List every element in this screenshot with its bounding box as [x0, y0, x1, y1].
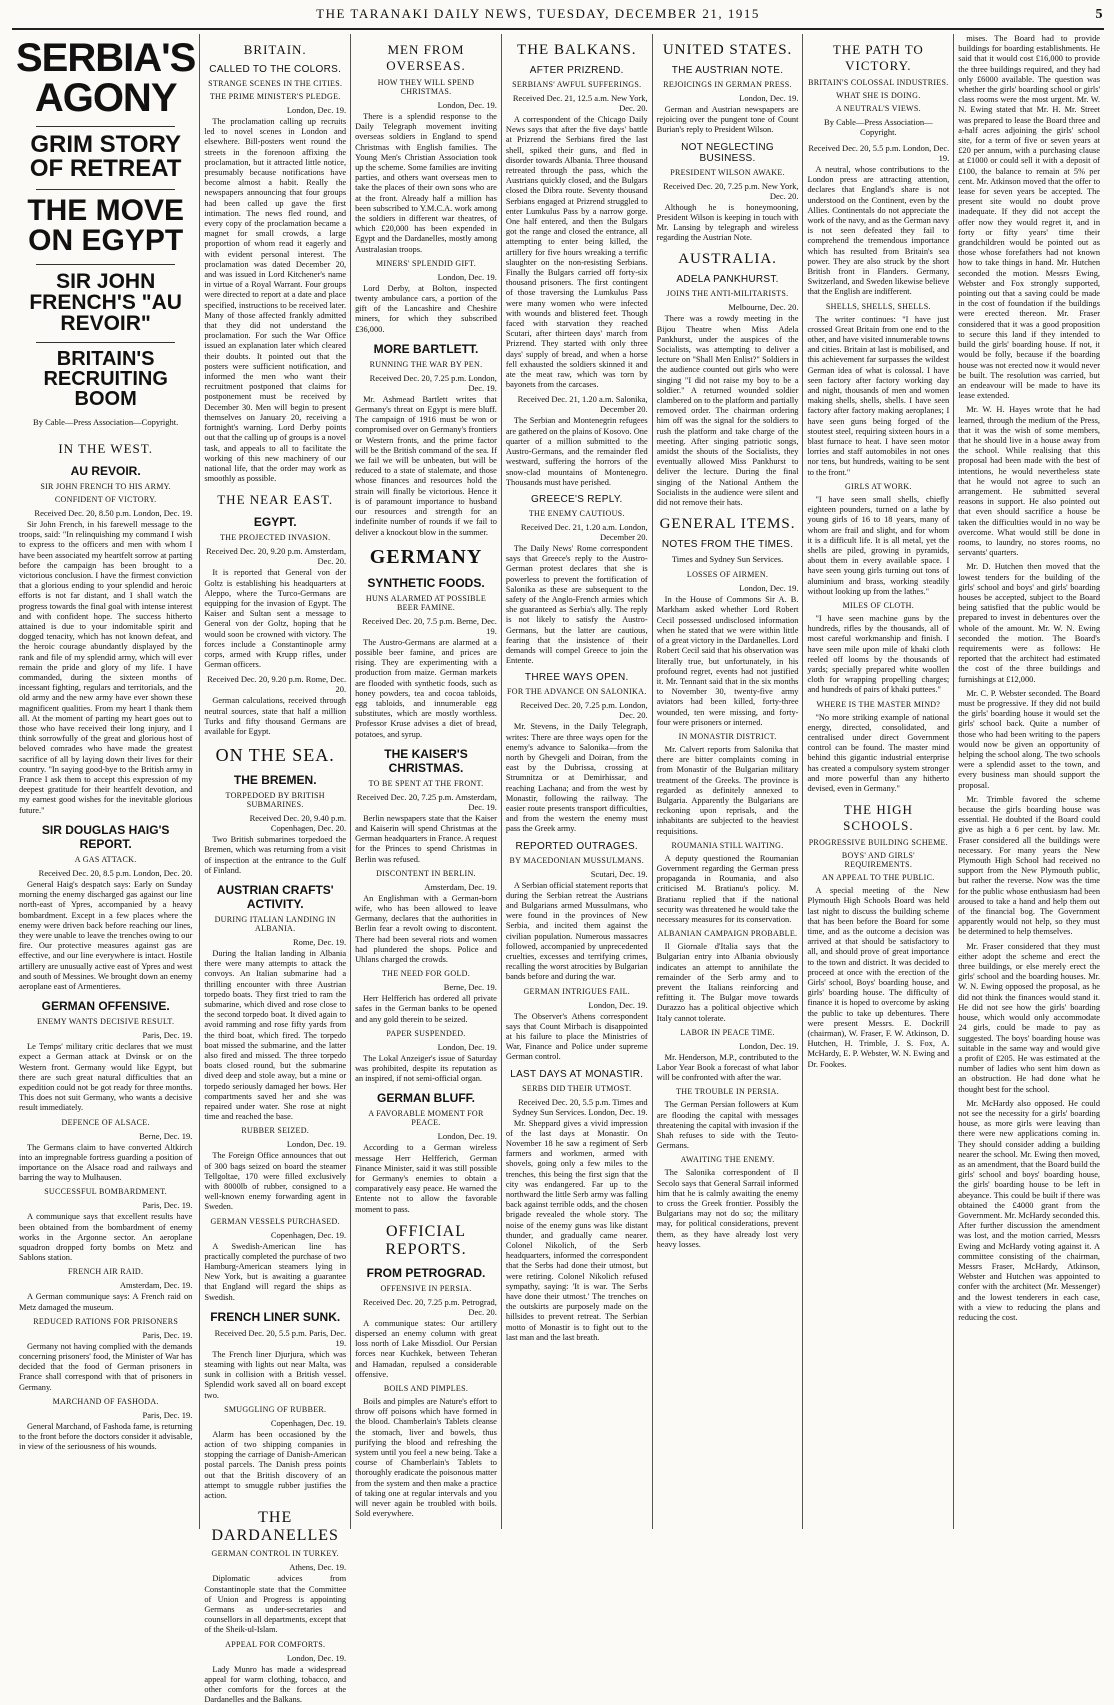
- mini-head: SHELLS, SHELLS, SHELLS.: [825, 301, 931, 311]
- mini-head: AN APPEAL TO THE PUBLIC.: [822, 873, 935, 883]
- section-head-britain: BRITAIN.: [243, 42, 307, 57]
- divider: [36, 342, 175, 343]
- column-2: [199, 34, 350, 1705]
- mini-head: RUNNING THE WAR BY PEN.: [369, 359, 483, 369]
- dateline: Berne, Dec. 19.: [443, 982, 497, 993]
- section-head-path-to-victory: THE PATH TO VICTORY.: [832, 42, 924, 73]
- article-text: The writer continues: "I have just crossed Great Britain from one end to the other, and have visited innumerable towns and cities. Britain at last is mobilised, and this achievement far surpasses the wildest German idea of what is colossal. I have seen factory after factory working day and night, thousands of men and women making shells, shells, shells. I have seen factory after factory making aeroplanes; I have seen guns being forged of the stoutest steel, requiring sixteen hours in a blast furnace to heat. I have seen motor lorries and staff automobiles in not ones nor tens, but hundreds, waiting to be sent to the front.": [807, 314, 950, 477]
- dateline: Rome, Dec. 19.: [292, 936, 347, 947]
- byline: By Cable—Press Association—Copyright.: [33, 417, 179, 427]
- article-text: A Swedish-American line has practically completed the purchase of two Hamburg-American steamers lying in New York, but is awaiting a guarantee that England will regard the ships as Swedish.: [204, 1241, 347, 1302]
- mini-head: PRESIDENT WILSON AWAKE.: [670, 167, 785, 177]
- dateline: Received Dec. 20, 9.20 p.m. Amsterdam, Dec. 20.: [206, 546, 347, 567]
- masthead-title: THE TARANAKI DAILY NEWS, TUESDAY, DECEMBER 21, 1915: [316, 6, 760, 21]
- article-text: The Lokal Anzeiger's issue of Saturday was prohibited, despite its reputation as an inspired, if not semi-official organ.: [355, 1053, 497, 1084]
- column-6: [802, 34, 953, 1529]
- sub-head: SIR DOUGLAS HAIG'S REPORT.: [41, 822, 170, 851]
- dateline: Received Dec. 20, 9.40 p.m. Copenhagen, Dec. 20.: [249, 813, 347, 834]
- dateline: Received Dec. 20, 8.5 p.m. London, Dec. 20.: [38, 867, 193, 878]
- mini-head: REDUCED RATIONS FOR PRISONERS: [33, 1316, 179, 1326]
- headline-grim-story: GRIM STORY OF RETREAT: [29, 131, 182, 182]
- article-text: Mr. Calvert reports from Salonika that there are bitter complaints coming in from Monastir of the Bulgarian military treatment of the Greeks. The province is regarded as definitely annexed to Bulgaria. Apparently the Bulgarians are reckoning upon reprisals, and the inhabitants are subjected to the heaviest requisitions.: [656, 744, 799, 836]
- columns: [12, 34, 1104, 1705]
- dateline: Received Dec. 21, 12.5 a.m. New York, Dec. 20.: [512, 93, 648, 113]
- article-text: In the House of Commons Sir A. B. Markham asked whether Lord Robert Cecil possessed undisclosed information when he stated that we were within little of a great victory in the Dardanelles. Lord Robert Cecil said that his observation was literally true, but unfortunately, in his profound regret, events had not justified it. Mr. Tennant said that in the six months to November 30, twenty-five army aviators had been killed, forty-three wounded, ten were missing, and forty-four were prisoners or interned.: [656, 595, 799, 727]
- article-text: Two British submarines torpedoed the Bremen, which was returning from a visit of inspection at the entrance to the Gulf of Finland.: [204, 835, 347, 875]
- divider: [36, 126, 175, 127]
- article-text: Mr. W. H. Hayes wrote that he had learned, through the medium of the Press, that it was the wish of some members, that he should live in a house away from the school. While realising that this proposal had been made with the best of intentions, he would nevertheless state that he would not agree to such an arrangement. He submitted several reasons in support. He also pointed out that even should sacrifice a house be taken the difficulties would in no way be overcome. What would still be done in rooms, to laundry, no stores rooms, no servants' quarters.: [958, 405, 1101, 558]
- mini-head: THE TROUBLE IN PERSIA.: [676, 1087, 780, 1097]
- article-text: Lord Derby, at Bolton, inspected twenty ambulance cars, a portion of the gift of the Lancashire and Cheshire miners, for which they subscribed £36,000.: [355, 283, 497, 334]
- mini-head: FRENCH AIR RAID.: [68, 1267, 144, 1277]
- article-text: Alarm has been occasioned by the action of two shipping companies in stopping the carriage of Danish-American postal parcels. The Danish press points out that the British discovery of an attempt to smuggle rubber justifies the action.: [204, 1429, 347, 1501]
- article-text: General Haig's despatch says: Early on Sunday morning the enemy discharged gas against our line north-east of Ypres, accompanied by a heavy bombardment. Except in a few places where the enemy were driven back before reaching our lines, they were unable to leave the trenches owing to our fire. Our protective measures against gas are effective, and our line everywhere is intact. Hostile artillery are unusually active east of Ypres and west and south of Messines. We brought down an enemy aeroplane east of Armentieres.: [19, 879, 193, 991]
- article-text: Le Temps' military critic declares that we must expect a German attack at Dvinsk or on the Western front. Germany would like Egypt, but there are such great natural difficulties that an expedition could not be got ready for three months. This does not suit Germany, who wants a decisive result immediately.: [19, 1042, 193, 1113]
- sub-head: REPORTED OUTRAGES.: [515, 840, 639, 852]
- dateline: Paris, Dec. 19.: [142, 1200, 193, 1211]
- article-text: General Marchand, of Fashoda fame, is returning to the front before the doctors consider it advisable, in view of the seriousness of his wounds.: [19, 1421, 193, 1452]
- sub-head: AUSTRIAN CRAFTS' ACTIVITY.: [216, 882, 334, 911]
- mini-head: A FAVORABLE MOMENT FOR PEACE.: [368, 1109, 484, 1128]
- mini-head: JOINS THE ANTI-MILITARISTS.: [666, 289, 789, 299]
- article-text: The Foreign Office announces that out of 300 bags seized on board the steamer Tellgoltae, 170 were filled exclusively with 8000lb of rubber, consigned to a well-known enemy forwarding agent in Sweden.: [204, 1151, 347, 1212]
- article-text: The Serbian and Montenegrin refugees are gathered on the plains of Kosovo. One quarter of a million submitted to the Austro-Germans, and the remainder fled westward, suffering the horrors of the snow-clad mountains of Montenegro. Thousands must have perished.: [505, 416, 648, 487]
- article-text: Diplomatic advices from Constantinople state that the Committee of Union and Progress is appointing Germans as under-secretaries and counsellors in all departments, except that of the Sheik-ul-Islam.: [204, 1574, 347, 1635]
- section-head-australia: AUSTRALIA.: [678, 251, 777, 268]
- mini-head: APPEAL FOR COMFORTS.: [225, 1639, 326, 1649]
- article-text: Herr Helfferich has ordered all private safes in the German banks to be opened and any gold therein to be seized.: [355, 994, 497, 1024]
- sub-head: FRENCH LINER SUNK.: [210, 1309, 341, 1324]
- dateline: London, Dec. 19.: [739, 583, 799, 594]
- sub-head: FROM PETROGRAD.: [366, 1265, 486, 1280]
- sub-head: AFTER PRIZREND.: [529, 65, 624, 76]
- mini-head: BRITAIN'S COLOSSAL INDUSTRIES.: [808, 78, 949, 87]
- dateline: Received Dec. 20, 7.25 p.m. London, Dec. 20.: [520, 700, 648, 721]
- article-text: The Germans claim to have converted Altkirch into an impregnable fortress guarding a position of importance on the Alsace road and railways and barring the way to Mulhausen.: [19, 1142, 193, 1183]
- article-text: A communique states: Our artillery dispersed an enemy column with great loss north of Lake Missdiol. Our Persian forces near Kuchkek, between Teheran and Hamadan, repulsed a considerable offensive.: [355, 1318, 497, 1379]
- article-text: Sir John French, in his farewell message to the troops, said: "In relinquishing my command I wish to express to the officers and men with whom I have been associated my heartfelt sorrow at parting before the campaign has been brought to a victorious conclusion. I have the firmest conviction that a glorious ending to your splendid and heroic efforts is not far distant, and I shall watch the progress towards the final goal with intense interest and with confident hope. The success hitherto attained is due to your indomitable spirit and dogged tenacity, which has not known defeat, and the heroic courage abundantly displayed by the rank and file of my splendid army, which will ever remain the pride and glory of my life. I have commanded, during the sixteen months of incessant fighting, regulars and territorials, and the old army and the new army have ever shown these magnificent qualities. From my heart I thank them all. At the moment of parting my heart goes out to those who have received their long injury, and I think sorrowfully of the great and glorious host of beloved comrades who have made the greatest sacrifice of all by laying down their lives for their country. "In saying good-bye to the British army in France I ask them to accept this expression of my deepest gratitude for their heartfelt devotion, and my earnest good wishes for the inevitable glorious future.": [19, 520, 193, 815]
- dateline: Athens, Dec. 19.: [289, 1562, 347, 1573]
- sub-head: MORE BARTLETT.: [373, 341, 479, 356]
- article-text: Mr. Henderson, M.P., contributed to the Labor Year Book a forecast of what labor will be confronted with after the war.: [656, 1052, 799, 1083]
- article-text: The proclamation calling up recruits led to novel scenes in London and elsewhere. Bill-posters went round the streets in the forenoon affixing the proclamation, but it attracted little notice, presumably because notifications have become almost a habit. Really the newspapers announcing that four groups had been called up gave the first intimation. The news fled round, and every copy of the proclamation became a magnet for small crowds, a large proportion of whom read it eagerly and with evident personal interest. The proclamation was dated December 20, and was issued in Lord Kitchener's name in virtue of a Royal Warrant. Four groups were directed to report at a date and place specified, instructions to be received later. Many of those affected frankly admitted that they did not understand the proclamation. For such the War Office issued an explanation later which cleared their doubts. It pointed out that the posters were sufficient notification, and informed the men who want their recruitment postponed that claims for postponement must be received by December 30. Men will begin to present themselves on January 20, receiving a fortnight's warning. Lord Derby points out that the calling up of groups is a novel task, and appeals to all to facilitate the working of this new machinery of our national life, that the order may work as smoothly as possible.: [204, 117, 347, 484]
- column-1: [12, 34, 199, 1529]
- section-head-west: IN THE WEST.: [58, 441, 153, 456]
- section-head-near-east: THE NEAR EAST.: [217, 492, 334, 508]
- headline-recruiting-boom: BRITAIN'S RECRUITING BOOM: [43, 348, 168, 410]
- divider: [36, 264, 175, 265]
- article-text: Mr. C. P. Webster seconded. The Board must be progressive. If they did not build the girls' boarding house it would set the girls' school back. Quite a number of those who had been writing to the papers would now be given an opportunity of helping the school along. The two schools were a splendid asset to the town, and every business man should support the proposal.: [958, 688, 1101, 790]
- mini-head: LABOR IN PEACE TIME.: [680, 1027, 775, 1037]
- article-text: A communique says that excellent results have been obtained from the bombardment of enemy works in the Argonne sector. An aeroplane squadron dropped forty bombs on Metz and Sablons station.: [19, 1212, 193, 1263]
- article-text: Mr. Fraser considered that they must either adopt the scheme and erect the three buildings, or else merely erect the girls' school and the boarding houses. Mr. W. N. Ewing opposed the proposal, as he did not think the finances would stand it. He did not see how the girls' boarding house, which would only accommodate 24 girls, could be made to pay as suggested. The boys' boarding house was suitable in the same way and would give a profit of £205. He was estimated at the number of ladies who sent him down as an obstruction. He had done what he thought best for the school.: [958, 941, 1101, 1094]
- dateline: Received Dec. 21, 1.20 a.m. Salonika, December 20.: [517, 394, 648, 415]
- mini-head: GIRLS AT WORK.: [844, 481, 912, 491]
- dateline: Paris, Dec. 19.: [142, 1329, 193, 1340]
- article-text: mises. The Board had to provide buildings for boarding establishments. He said that it would cost £16,000 to provide the three buildings required, and they had only £6000 available. The question was whether the girls' boarding school or girls' class rooms were the most urgent. Mr. W. N. Ewing stated that Mr. H. Mr. Street was prepared to lease the Board three and a-half acres adjoining the girls' school site, for a term of five or seven years at £20 per annum, with a purchasing clause at £1000 or could sell it with a deposit of £100, the balance to remain at 5% per cent. Mr. Atkinson moved that the offer to lease for seven years be accepted. The present site would no doubt prove inadequate. If they did not accept the offer now they would regret it, and in forty or fifty years' time their grandchildren would be pointed out as those whose forefathers had not known how to take things in hand. Mr. Hutchen seconded the motion. Messrs Ewing, Webster and Fox strongly supported, pointing out that a saving could be made in the cost of foundation if the buildings were erected thereon. Mr. Fraser considered that it was a good proposition to secure this land if they intended to build the girls' boarding house. If not, it would be folly, because if the boarding house was not erected now it would never be built. The resolution was carried, but an endeavour will be made to have its lease extended.: [958, 34, 1101, 401]
- article-text: German and Austrian newspapers are rejoicing over the pungent tone of Count Burian's reply to President Wilson.: [656, 105, 799, 135]
- sub-head: THREE WAYS OPEN.: [524, 672, 629, 684]
- mini-head: GERMAN CONTROL IN TURKEY.: [211, 1549, 339, 1559]
- mini-head: A GAS ATTACK.: [74, 854, 137, 864]
- section-head-high-schools: THE HIGH SCHOOLS.: [843, 802, 914, 834]
- article-text: Lady Munro has made a widespread appeal for warm clothing, tobacco, and other comforts for the forces at the Dardanelles and the Balkans.: [204, 1664, 347, 1705]
- article-text: During the Italian landing in Albania there were many attempts to attack the convoys. An Italian submarine had a thrilling encounter with three Austrian torpedo boats. They first tried to ram the submarine, which dived and rose close to the second torpedo boat. It dived again to avoid ramming and rose fifty yards from the third boat, which fired. The torpedo boat missed the submarine, and the latter also fired and missed. The three torpedo boats closed round, but the submarine dived deep and stole away, but a mine or torpedo seriously damaged her bows. Her compartments saved her and she was repaired under water. She rose at night time and reached the base.: [204, 948, 347, 1122]
- mini-head: THE PRIME MINISTER'S PLEDGE.: [209, 92, 341, 101]
- mini-head: SERBS DID THEIR UTMOST.: [522, 1083, 632, 1093]
- dateline: Berne, Dec. 19.: [139, 1130, 193, 1141]
- mini-head: BOYS' AND GIRLS' REQUIREMENTS.: [841, 851, 915, 870]
- sub-head: ADELA PANKHURST.: [676, 274, 779, 286]
- mini-head: HOW THEY WILL SPEND CHRISTMAS.: [377, 78, 475, 96]
- article-text: "I have seen machine guns by the hundreds, rifles by the thousands, all of most careful workmanship and finish. I have seen mile upon mile of khaki cloth reeled off looms by the thousands of yards; specially prepared white woollen cloth for wrapping propelling charges; and hundreds of pairs of khaki puttees.": [807, 613, 950, 695]
- mini-head: SMUGGLING OF RUBBER.: [224, 1404, 327, 1414]
- sub-head: LAST DAYS AT MONASTIR.: [510, 1068, 644, 1080]
- mini-head: DISCONTENT IN BERLIN.: [376, 868, 476, 878]
- section-head-germany: GERMANY: [369, 545, 483, 568]
- mini-head: OFFENSIVE IN PERSIA.: [380, 1283, 472, 1293]
- dateline: Received Dec. 20, 5.5 p.m. Times and Sydney Sun Services. London, Dec. 19.: [512, 1096, 648, 1117]
- headline-serbias-agony: SERBIA'S AGONY: [16, 36, 196, 120]
- section-head-sea: ON THE SEA.: [215, 745, 335, 766]
- article-text: A deputy questioned the Roumanian Government regarding the German press propaganda in Roumania, and also criticised M. Bratianu's policy. M. Bratianu replied that if the national security was threatened he would take the necessary measures for its conservation.: [656, 853, 799, 924]
- section-head-official: OFFICIAL REPORTS.: [385, 1222, 467, 1258]
- dateline: London, Dec. 19.: [437, 1131, 497, 1142]
- article-text: Mr. D. Hutchen then moved that the lowest tenders for the building of the girls' school and boys' and girls' boarding houses be accepted, subject to the Board being satisfied that the public would be prepared to invest in debentures over the whole of the amount. Mr. W. N. Ewing seconded the motion. The Board's requirements were as follows: He reported that the architect had estimated the cost of the three buildings and furnishings at £12,000.: [958, 562, 1101, 684]
- dateline: Paris, Dec. 19.: [142, 1030, 193, 1041]
- mini-head: SUCCESSFUL BOMBARDMENT.: [44, 1187, 168, 1197]
- page-number: 5: [1095, 7, 1104, 22]
- mini-head: IN MONASTIR DISTRICT.: [678, 731, 777, 741]
- mini-head: THE PROJECTED INVASION.: [219, 533, 331, 543]
- dateline: London, Dec. 19.: [588, 999, 648, 1010]
- article-text: An Englishman with a German-born wife, who has been allowed to leave Germany, declares that the authorities in Berlin fear a revolt owing to discontent. There had been several riots and women had plundered the shops. Police and Uhlans charged the crowds.: [355, 893, 497, 964]
- dateline: Received Dec. 20, 7.25 p.m. Petrograd, Dec. 20.: [363, 1296, 497, 1317]
- byline: By Cable—Press Association—Copyright.: [824, 117, 933, 137]
- mini-head: CONFIDENT OF VICTORY.: [54, 495, 157, 504]
- mini-head: GERMAN VESSELS PURCHASED.: [210, 1216, 340, 1226]
- article-text: The Salonika correspondent of Il Secolo says that General Sarrail informed him that he is calmly awaiting the enemy to cross the Greek frontier. Possibly the Bulgarians may not do so; the military may, for political considerations, prevent them, as they have already lost very heavy losses.: [656, 1168, 799, 1249]
- mini-head: ALBANIAN CAMPAIGN PROBABLE.: [657, 929, 798, 939]
- article-text: A neutral, whose contributions to the London press are attracting attention, declares that England's share is not understood on the Continent, even by the Allies. Continentals do not appreciate the work of the navy, and as the German navy is not seen defeated they fail to comprehend the tremendous importance which has resulted from Britain's sea power. They are also struck by the short British front in Flanders. Germany, Switzerland, and Sweden likewise believe that the English are indifferent.: [807, 165, 950, 297]
- mini-head: PROGRESSIVE BUILDING SCHEME.: [808, 838, 948, 848]
- mini-head: RUBBER SEIZED.: [241, 1126, 310, 1136]
- mini-head: THE NEED FOR GOLD.: [381, 969, 471, 979]
- dateline: Received Dec. 20, 8.50 p.m. London, Dec. 19.: [34, 508, 193, 518]
- divider: [36, 189, 175, 190]
- dateline: Received Dec. 20, 5.5 p.m. London, Dec. 19.: [808, 143, 950, 163]
- dateline: Amsterdam, Dec. 19.: [424, 881, 497, 892]
- mini-head: STRANGE SCENES IN THE CITIES.: [208, 79, 343, 88]
- column-3: [350, 34, 501, 1529]
- sub-head: SYNTHETIC FOODS.: [367, 575, 485, 590]
- byline: Times and Sydney Sun Services.: [671, 554, 784, 565]
- dateline: London, Dec. 19.: [286, 1139, 347, 1150]
- article-text: Mr. Sheppard gives a vivid impression of the last days at Monastir. On November 18 he saw a regiment of Serb farmers and workmen, armed with shovels, going only a few miles to the trenches, this being the first sign that the city was endangered. Far up to the northward the little Serb army was falling back against terrible odds, and the chosen brigade revealed the whole story. The noise of the enemy guns was like distant thunder, and gradually came nearer. Colonel Nikolich, of the Serb headquarters, informed the correspondent that the Serbs had done their utmost, but were retiring. Colonel Nikolich refused sympathy, saying: 'It is war. The Serbs have done their utmost.' The trenches on the outskirts are purposely made on the hillsides to prevent retreat. The Serbian motto of Monastir is to fight out to the last man and the last breath.: [505, 1118, 648, 1342]
- sub-head: THE KAISER'S CHRISTMAS.: [384, 746, 468, 775]
- section-head-united-states: UNITED STATES.: [662, 42, 793, 58]
- mini-head: MILES OF CLOTH.: [842, 600, 915, 610]
- article-text: The Daily News' Rome correspondent says that Greece's reply to the Austro-German protest declares that she is powerless to prevent the fortification of Salonika as these are subsequent to the safety of the Anglo-French armies which she guaranteed as Serbia's ally. The reply is not likely to satisfy the Austro-Germans, but the latter are cautious, fearing that the insistence of their demands will compel Greece to join the Entente.: [505, 543, 648, 666]
- column-1-left: [16, 433, 195, 1456]
- dateline: London, Dec. 19.: [437, 1041, 497, 1052]
- sub-head: THE BREMEN.: [233, 773, 317, 788]
- article-text: A correspondent of the Chicago Daily News says that after the five days' battle at Prizrend the Serbians fired the last shell, spiked their guns, and fled in disorder towards Albania. Three thousand retreated through the pass, which the Austrians quickly closed, and the Bulgars closed the Dibra route. Seventy thousand Serbians engaged at Prizrend struggled to enter Lumkulus Pass by a narrow gorge. One half entered, and then the Bulgars got the range and closed the entrance, all attempting to enter being killed, the artillery for five hours wreaking a terrific slaughter on the non-resisting Serbians. Finally the Bulgars carried off forty-six thousand prisoners. The first contingent of those traversing the Lumkulus Pass were many women who were infected with wounds and blistered feet. Though faced with starvation they reached Scutari, after thirteen days' march from Prizrend. They started with only three days' supply of bread, and when a horse fell exhausted the soldiers skinned it and ate the meat raw, which was torn by bayonets from the carcases.: [505, 115, 648, 390]
- masthead: [12, 6, 1104, 30]
- sub-head: EGYPT.: [253, 515, 297, 530]
- dateline: London, Dec. 19.: [286, 105, 347, 115]
- column-5: [652, 34, 803, 1529]
- dateline: Received Dec. 20, 9.20 p.m. Rome, Dec. 20.: [207, 674, 347, 695]
- article-text: German calculations, received through neutral sources, state that half a million Turks and fifty thousand Germans are available for Egypt.: [204, 696, 347, 736]
- column-4: [501, 34, 652, 1529]
- dateline: London, Dec. 19.: [437, 271, 497, 282]
- sub-head: CALLED TO THE COLORS.: [209, 64, 342, 75]
- section-head-dardanelles: THE DARDANELLES: [211, 1509, 339, 1545]
- article-text: Il Giornale d'Italia says that the Bulgarian entry into Albania obviously indicates an attempt to annihilate the remainder of the Serb army and to prevent the Italians reinforcing and refitting it. The Bulgar move towards Durazzo has a political objective which Italy cannot tolerate.: [656, 942, 799, 1023]
- column-1-split: [16, 433, 195, 1456]
- mini-head: SIR JOHN FRENCH TO HIS ARMY.: [40, 482, 171, 491]
- article-text: A German communique says: A French raid on Metz damaged the museum.: [19, 1292, 193, 1312]
- sub-head: GERMAN BLUFF.: [377, 1091, 475, 1106]
- sub-head: AU REVOIR.: [70, 464, 141, 478]
- article-text: Although he is honeymooning, President Wilson is keeping in touch with Mr. Lansing by telegraph and wireless regarding the Austrian Note.: [656, 202, 799, 243]
- mini-head: REJOICINGS IN GERMAN PRESS.: [663, 80, 792, 89]
- article-text: The French liner Djurjura, which was steaming with lights out near Malta, was sunk in collision with a British vessel. Splendid work saved all on board except two.: [204, 1349, 347, 1400]
- dateline: Received Dec. 21, 1.20 a.m. London, December 20.: [520, 521, 648, 542]
- mini-head: BOILS AND PIMPLES.: [383, 1384, 469, 1394]
- section-head-men-overseas: MEN FROM OVERSEAS.: [386, 42, 466, 73]
- mini-head: FOR THE ADVANCE ON SALONIKA.: [507, 687, 647, 697]
- dateline: London, Dec. 19.: [437, 100, 497, 110]
- article-text: Mr. Trimble favored the scheme because the girls boarding house was essential. He doubted if the Board could give as high a 6 per cent. by law. Mr. Fraser considered all the buildings were necessary. For many years the New Plymouth High School had received no support from the New Plymouth public, but rather the reverse. Now was the time for the public whose enthusiasm had been aroused to take a hand and help them out of the financial bog. The Government apparently would not help, so they must be determined to help themselves.: [958, 794, 1101, 937]
- section-head-balkans: THE BALKANS.: [517, 42, 637, 58]
- article-text: Germany not having complied with the demands concerning prisoners' food, the Minister of War has decided that the food of German prisoners in France shall correspond with that of prisoners in Germany.: [19, 1341, 193, 1392]
- mini-head: MARCHAND OF FASHODA.: [52, 1396, 159, 1406]
- mini-head: TORPEDOED BY BRITISH SUBMARINES.: [225, 791, 325, 810]
- article-text: The German Persian followers at Kum are flooding the capital with messages threatening the capital with invasion if the Shah refuses to side with the Teuto-Germans.: [656, 1100, 799, 1151]
- mini-head: DURING ITALIAN LANDING IN ALBANIA.: [214, 914, 336, 933]
- mini-head: LOSSES OF AIRMEN.: [686, 570, 769, 580]
- article-text: "No more striking example of national energy, directed, consolidated, and centralised under direct Government control can be found. The master mind behind this gigantic industrial enterprise has created a compulsory system stronger and more powerful than any hitherto devised, even in Germany.": [807, 712, 950, 793]
- dateline: Scutari, Dec. 19.: [590, 868, 648, 879]
- mini-head: AWAITING THE ENEMY.: [680, 1155, 775, 1165]
- dateline: Copenhagen, Dec. 19.: [270, 1229, 347, 1240]
- sub-head: NOTES FROM THE TIMES.: [661, 539, 794, 551]
- mini-head: MINERS' SPLENDID GIFT.: [375, 258, 477, 268]
- dateline: Copenhagen, Dec. 19.: [270, 1417, 347, 1428]
- dateline: London, Dec. 19.: [286, 1652, 347, 1663]
- sub-head: GERMAN OFFENSIVE.: [41, 999, 170, 1014]
- sub-head: THE AUSTRIAN NOTE.: [671, 65, 784, 76]
- article-text: There is a splendid response to the Daily Telegraph movement inviting overseas soldiers in England to spend Christmas with English families. The Young Men's Christian Association took up the scheme. Some families are inviting parties, and others want overseas men to take the places of their own sons who are at the front. Already half a million has been subscribed to Y.M.C.A. work among the soldiers in different war theatres, of which £20,000 has been expended in Egypt and the Dardanelles, mostly among Australasian troops.: [355, 112, 497, 254]
- headline-au-revoir: SIR JOHN FRENCH'S "AU REVOIR": [29, 270, 182, 335]
- article-text: Mr. McHardy also opposed. He could not see the necessity for a girls' boarding house, as more girls were leaving than there were new applications coming in. They should consider adding a building nearer the school. Mr. Ewing then moved, as an amendment, that the Board build the girls' school and boys' boarding house, the girls' boarding house to be left in abeyance. This could be built if there was obtained the £4000 grant from the Government. Mr. McHardy seconded this. After further discussion the amendment was lost, and the motion carried, Messrs Ewing and McHardy voting against it. A committee consisting of the chairman, Messrs Fraser, McHardy, Atkinson, Webster and Hutchen was appointed to confer with the architect (Mr. Messenger) and the lowest tenderers in each case, with a view to reducing the plans and reducing the cost.: [958, 1098, 1101, 1322]
- headline-move-on-egypt: THE MOVE ON EGYPT: [27, 194, 184, 257]
- sub-head: GREECE'S REPLY.: [530, 493, 623, 505]
- dateline: London, Dec. 19.: [739, 93, 799, 103]
- sub-head: NOT NEGLECTING BUSINESS.: [681, 141, 775, 164]
- dateline: Received Dec. 20, 7.25 p.m. Amsterdam, Dec. 19.: [356, 791, 497, 812]
- mini-head: SERBIANS' AWFUL SUFFERINGS.: [512, 80, 642, 89]
- mini-head: GERMAN INTRIGUES FAIL.: [523, 986, 631, 996]
- mini-head: ENEMY WANTS DECISIVE RESULT.: [37, 1017, 175, 1027]
- dateline: Received Dec. 20, 5.5 p.m. Paris, Dec. 19.: [214, 1327, 347, 1348]
- mini-head: DEFENCE OF ALSACE.: [61, 1117, 150, 1127]
- mini-head: THE ENEMY CAUTIOUS.: [528, 508, 625, 518]
- mini-head: ROUMANIA STILL WAITING.: [671, 840, 784, 850]
- article-text: Berlin newspapers state that the Kaiser and Kaiserin will spend Christmas at the German headquarters in France. A request for the Princes to spend Christmas in Berlin was refused.: [355, 813, 497, 864]
- dateline: Received Dec. 20, 7.25 p.m. London, Dec. 19.: [369, 372, 497, 393]
- dateline: Paris, Dec. 19.: [142, 1409, 193, 1420]
- mini-head: PAPER SUSPENDED.: [386, 1028, 466, 1038]
- article-text: Boils and pimples are Nature's effort to throw off poisons which have formed in the blood. Chamberlain's Tablets cleanse the stomach, liver and bowels, thus purifying the blood and refreshing the system until you feel a new being. Take a course of Chamberlain's Tablets to thoroughly eradicate the poisonous matter from the system and then make a practice of taking one at regular intervals and you will never again be troubled with boils. Sold everywhere.: [355, 1397, 497, 1519]
- dateline: Amsterdam, Dec. 19.: [119, 1280, 193, 1291]
- section-head-general-items: GENERAL ITEMS.: [659, 516, 796, 533]
- mini-head: WHAT SHE IS DOING.: [836, 91, 921, 100]
- article-text: There was a rowdy meeting in the Bijou Theatre when Miss Adela Pankhurst, under the auspices of the Socialists, was attempting to deliver a lecture on "Shall Men Enlist?" Soldiers in the audience counted out girls who were singing "I did not raise my boy to be a soldier." A returned wounded soldier clambered on to the platform and partially removed order. The chairman ordering him off was the signal for the soldiers to rush the platform and take charge of the meeting. After singing patriotic songs, amidst the shouts of the Socialists, they eventually allowed Miss Pankhurst to deliver the lecture. During the final singing of the National Anthem the Socialists in the audience were silent and did not remove their hats.: [656, 314, 799, 508]
- mini-head: TO BE SPENT AT THE FRONT.: [368, 778, 484, 788]
- mini-head: A NEUTRAL'S VIEWS.: [835, 104, 921, 113]
- mini-head: HUNS ALARMED AT POSSIBLE BEER FAMINE.: [365, 593, 487, 612]
- article-text: The Austro-Germans are alarmed at a possible beer famine, and prices are rising. They are experimenting with a production from maize. German markets are flooded with synthetic foods, such as honey powders, tea and cocoa tabloids, egg tabloids, and innumerable egg substitutes, which are mostly worthless. Professor Kruse advises a diet of bread, potatoes, and syrup.: [355, 637, 497, 739]
- mini-head: BY MACEDONIAN MUSSULMANS.: [509, 855, 645, 865]
- article-text: According to a German wireless message Herr Helfferich, German Finance Minister, said it was still possible for Germany's enemies to obtain a comparatively easy peace. He warned the Entente not to allow the favorable moment to pass.: [355, 1143, 497, 1214]
- dateline: London, Dec. 19.: [739, 1040, 799, 1051]
- article-text: "I have seen small shells, chiefly eighteen pounders, turned on a lathe by young girls of 16 to 18 years, many of whom are frail and slight, and for whom it is a difficult life. It is all metal, yet the shells are piled, growing in pyramids, about them in every available space. I have seen young girls turning out tons of aluminium and brass, working steadily without looking up from the lathes.": [807, 494, 950, 596]
- dateline: Received Dec. 20, 7.25 p.m. New York, Dec. 20.: [663, 180, 799, 201]
- article-text: A Serbian official statement reports that during the Serbian retreat the Austrians and Bulgarians armed Mussulmans, who were found in the provinces of New Serbia, and incited them against the civilian population. Numerous massacres followed, accompanied by unprecedented cruelties, excesses and terrifying crimes, recalling the worst atrocities by Bulgarian bands before and during the war.: [505, 880, 648, 982]
- article-text: It is reported that General von der Goltz is establishing his headquarters at Aleppo, where the Turco-Germans are equipping for the invasion of Egypt. The Kaiser and Sultan sent a message to General von der Goltz, hoping that he would soon be crowned with victory. The forces include a Constantinople army corps, armed with Krupp rifles, under German officers.: [204, 568, 347, 670]
- column-7: [953, 34, 1104, 1529]
- article-text: Mr. Stevens, in the Daily Telegraph, writes: There are three ways open for the enemy's advance to Salonika—from the north by Ghevgeli and Doiran, from the east by the Dubrissa, crossing at Strumnitza or at Demirhissar, and reaching Lachana; and from the west by Monastir, following the railway. The easier route presents transport difficulties, and from the western the enemy must pass the Greek army.: [505, 722, 648, 834]
- dateline: Received Dec. 20, 7.5 p.m. Berne, Dec. 19.: [362, 615, 497, 636]
- article-text: Mr. Ashmead Bartlett writes that Germany's threat on Egypt is mere bluff. The campaign of 1916 must be won or compromised over on Germany's frontiers or Western fronts, and the prime factor will be the British command of the sea. If we fail we will be unbeaten, but will be reduced to a state of stalemate, and those whose finances and resources hold the strain will finally be victorious. Hence it is of paramount importance to husband our resources and strength for an indefinite number of rounds if we fail to deliver a knockout blow in the summer.: [355, 394, 497, 537]
- article-text: The Observer's Athens correspondent says that Count Mirbach is disappointed at his failure to place the Ministries of War, Finance and Police under supreme German control.: [505, 1011, 648, 1062]
- mini-head: WHERE IS THE MASTER MIND?: [816, 699, 941, 709]
- dateline: Melbourne, Dec. 20.: [728, 302, 799, 313]
- article-text: A special meeting of the New Plymouth High Schools Board was held last night to discuss the building scheme that has been before the Board for some time, and as the outcome a decision was arrived at that should be satisfactory to all, and should prove of great importance to the town and district. It was decided to proceed at once with the erection of the Girls' school, Boys' boarding house, and girls' boarding house. The difficulty of finance it is hoped to overcome by asking the public to take up debentures. There were present Messrs. E. Dockrill (chairman), W. Fraser, F. W. Atkinson, D. Hutchen, H. Trimble, J. S. Fox, A. McHardy, E. P. Webster, W. N. Ewing and Dr. Fookes.: [807, 886, 950, 1069]
